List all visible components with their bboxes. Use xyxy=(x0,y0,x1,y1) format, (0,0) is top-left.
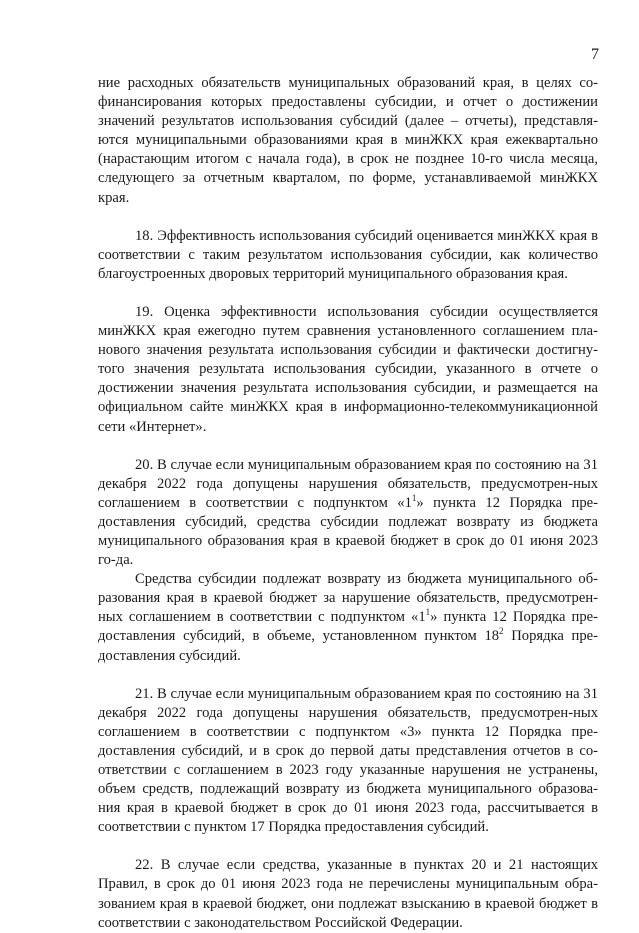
document-body xyxy=(98,74,598,933)
paragraph-20 xyxy=(98,456,598,571)
paragraph-20-second xyxy=(98,570,598,665)
paragraph-21: 21. В случае если муниципальным образованием края по состоянию на 31 декабря 2022 года допущены нарушения обязательств, предусмотрен-ных соглашением в соответствии с подпунктом «3» пункта 12 Порядка пре-доставления субсидий, и в срок до первой даты представления отчетов в со-ответствии с соглашением в 2023 году указанные нарушения не устранены, объем средств, подлежащий возврату из бюджета муниципального образова-ния края в краевой бюджет в срок до 01 июня 2023 года, рассчитывается в соответствии с пунктом 17 Порядка предоставления субсидий. xyxy=(98,685,598,836)
paragraph-20-superscript: 1 xyxy=(411,492,417,503)
paragraph-20-second-text-1: Средства субсидии подлежат возврату из бюджета муниципального об-разования края в краевой бюджет за нарушение обязательств, предусмотрен-ных соглашением в соответствии с подпунктом «1 xyxy=(98,571,598,626)
paragraph-20-second-text-2: » пункта 12 Порядка пре-доставления субсидий, в объеме, установленном пунктом 18 xyxy=(98,609,598,645)
paragraph-20-text-1: 20. В случае если муниципальным образованием края по состоянию на 31 декабря 2022 года допущены нарушения обязательств, предусмотрен-ных соглашением в соответствии с подпунктом «1 xyxy=(98,456,598,511)
paragraph-19: 19. Оценка эффективности использования субсидии осуществляется минЖКХ края ежегодно путем сравнения установленного соглашением пла-нового значения результата использования субсидии и фактически достигну-того значения результата использования субсидии, указанного в отчете о достижении значения результата использования субсидии, и размещается на официальном сайте минЖКХ края в информационно-телекоммуникационной сети «Интернет». xyxy=(98,303,598,435)
paragraph-22: 22. В случае если средства, указанные в пунктах 20 и 21 настоящих Правил, в срок до 01 июня 2023 года не перечислены муниципальным обра-зованием края в краевой бюджет, они подлежат взысканию в краевой бюджет в соответствии с законодательством Российской Федерации. xyxy=(98,857,598,931)
paragraph-20-text-2: » пункта 12 Порядка пре-доставления субсидий, средства субсидии подлежат возврату из бюджета муниципального образования края в краевой бюджет в срок до 01 июня 2023 го-да. xyxy=(98,494,598,569)
paragraph-20-second-superscript-2: 2 xyxy=(499,626,504,637)
paragraph-20-second-superscript: 1 xyxy=(425,607,431,618)
page-number: 7 xyxy=(591,46,599,63)
paragraph-18: 18. Эффективность использования субсидий оценивается минЖКХ края в соответствии с таким результатом использования субсидии, как количество благоустроенных дворовых территорий муниципального образования края. xyxy=(98,227,598,282)
paragraph-20-second-text-3: Порядка пре-доставления субсидий. xyxy=(98,628,598,664)
paragraph-continuation: ние расходных обязательств муниципальных образований края, в целях со-финансирования которых предоставлены субсидии, и отчет о достижении значений результатов использования субсидий (далее – отчеты), представля-ются муниципальными образованиями края в минЖКХ края ежеквартально (нарастающим итогом с начала года), в срок не позднее 10-го числа месяца, следующего за отчетным кварталом, по форме, устанавливаемой минЖКХ края. xyxy=(98,75,598,206)
